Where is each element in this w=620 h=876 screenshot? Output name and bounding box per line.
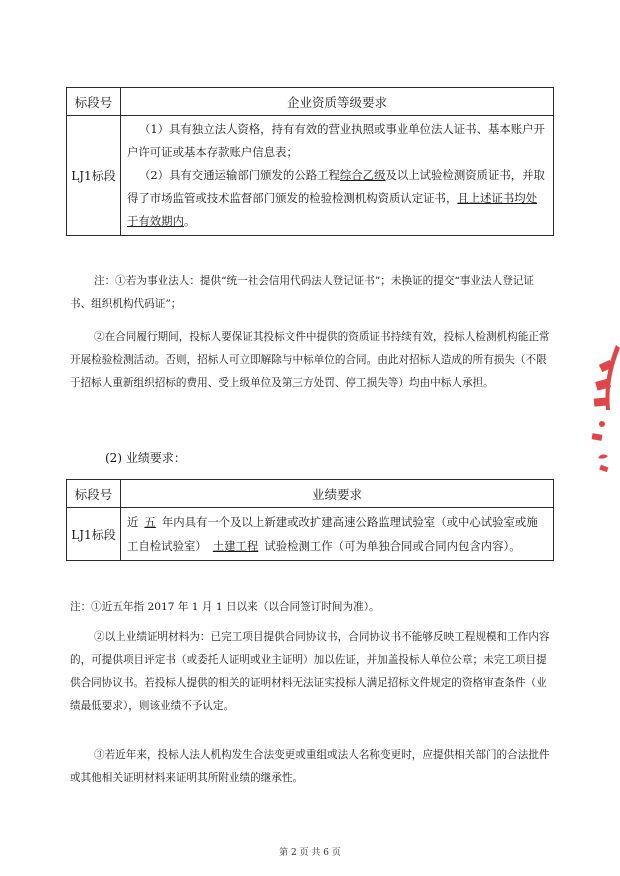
performance-header-segment: 标段号	[67, 480, 121, 508]
performance-note-2: ②以上业绩证明材料为：已完工项目提供合同协议书，合同协议书不能够反映工程规模和工作内容的，可提供项目评定书（或委托人证明或业主证明）加以佐证，并加盖投标人单位公章；未完工项目提供合同协议书。若投标人提供的相关的证明材料无法证实投标人满足招标文件规定的资格审查条件（业绩最低要求），则该业绩不予认定。	[70, 631, 550, 712]
qualification-table	[66, 87, 554, 236]
qualification-note-2: ②在合同履行期间，投标人要保证其投标文件中提供的资质证书持续有效，投标人检测机构能正常开展检验检测活动。否则，招标人可立即解除与中标单位的合同。由此对招标人造成的所有损失（不限于招标人重新组织招标的费用、受上级单位及第三方处罚、停工损失等）均由中标人承担。	[70, 331, 550, 389]
performance-header-requirement: 业绩要求	[121, 480, 554, 508]
performance-requirements	[121, 508, 554, 561]
performance-heading: (2) 业绩要求：	[105, 451, 186, 465]
qualification-req-2-c: 且上述证书均处于有效期内	[127, 191, 538, 228]
performance-segment: LJ1标段	[67, 508, 121, 561]
performance-note-3: ③若近年来，投标人法人机构发生合法变更或重组或法人名称变更时，应提供相关部门的合法批件或其他相关证明材料来证明其所附业绩的继承性。	[70, 749, 550, 784]
qualification-req-2-end: 。	[183, 214, 196, 228]
qualification-segment: LJ1标段	[67, 116, 121, 236]
qualification-header-row	[67, 88, 554, 116]
performance-row	[67, 508, 554, 561]
performance-req-a: 近	[127, 515, 139, 529]
qualification-req-1: （1）具有独立法人资格，持有有效的营业执照或事业单位法人证书、基本账户开户许可证或基本存款账户信息表；	[127, 122, 545, 159]
performance-header-row	[67, 480, 554, 508]
qualification-note-1: 注：①若为事业法人：提供“统一社会信用代码法人登记证书”；未换证的提交“事业法人登记证书、组织机构代码证”；	[70, 275, 534, 310]
qualification-row	[67, 116, 554, 236]
qualification-req-2-a: （2）具有交通运输部门颁发的公路工程	[139, 168, 340, 182]
qualification-header-segment: 标段号	[67, 88, 121, 116]
qualification-req-2	[127, 164, 547, 233]
qualification-header-requirement: 企业资质等级要求	[121, 88, 554, 116]
qualification-req-2-b: 及以上试验检测资质证书，并取得了市场监管或技术监督部门颁发的检验检测机构资质认定证书，	[127, 168, 545, 205]
performance-years: 五	[144, 515, 156, 529]
performance-note-1: 注：①近五年指 2017 年 1 月 1 日以来（以合同签订时间为准）。	[70, 601, 380, 613]
red-seal-stamp-icon	[586, 340, 620, 490]
performance-req-b: 年内具有一个及以上新建或改扩建高速公路监理试验室（或中心试验室或施工自检试验室）	[127, 515, 538, 553]
qualification-requirements	[121, 116, 554, 236]
qualification-grade: 综合乙级	[339, 168, 386, 182]
performance-req-c: 试验检测工作（可为单独合同或合同内包含内容）。	[264, 539, 521, 553]
performance-work-type: 土建工程	[212, 539, 259, 553]
performance-req	[127, 510, 547, 558]
performance-table	[66, 479, 554, 561]
page-footer: 第 2 页 共 6 页	[279, 848, 341, 858]
